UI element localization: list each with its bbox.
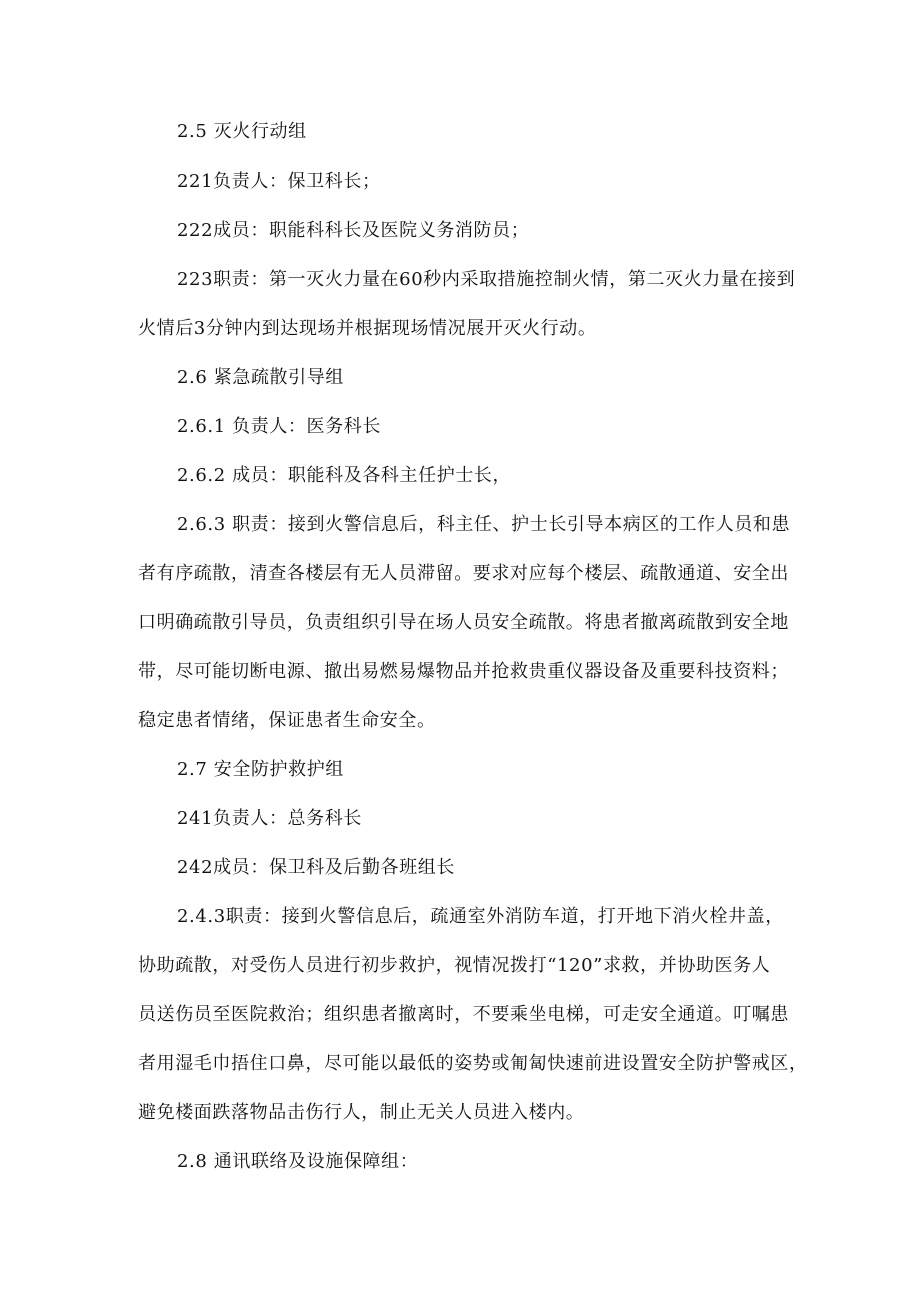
heading-2-5: 2.5 灭火行动组 bbox=[177, 121, 307, 142]
heading-2-7: 2.7 安全防护救护组 bbox=[177, 759, 344, 780]
heading-2-6: 2.6 紧急疏散引导组 bbox=[177, 367, 344, 388]
paragraph-line: 241负责人：总务科长 bbox=[177, 808, 362, 829]
paragraph-line: 242成员：保卫科及后勤各班组长 bbox=[177, 857, 455, 878]
paragraph-line: 带，尽可能切断电源、撤出易燃易爆物品并抢救贵重仪器设备及重要科技资料； bbox=[138, 661, 789, 682]
paragraph-line: 火情后3分钟内到达现场并根据现场情况展开灭火行动。 bbox=[138, 318, 597, 339]
paragraph-line: 避免楼面跌落物品击伤行人，制止无关人员进入楼内。 bbox=[138, 1102, 585, 1123]
paragraph-line: 2.6.3 职责：接到火警信息后，科主任、护士长引导本病区的工作人员和患 bbox=[177, 514, 791, 535]
paragraph-line: 员送伤员至医院救治；组织患者撤离时，不要乘坐电梯，可走安全通道。叮嘱患 bbox=[138, 1004, 789, 1025]
paragraph-line: 稳定患者情绪，保证患者生命安全。 bbox=[138, 710, 436, 731]
paragraph-line: 者有序疏散，清查各楼层有无人员滞留。要求对应每个楼层、疏散通道、安全出 bbox=[138, 563, 789, 584]
paragraph-line: 2.6.1 负责人：医务科长 bbox=[177, 416, 381, 437]
paragraph-line: 者用湿毛巾捂住口鼻，尽可能以最低的姿势或匍匐快速前进设置安全防护警戒区， bbox=[138, 1053, 808, 1074]
paragraph-line: 2.6.2 成员：职能科及各科主任护士长， bbox=[177, 465, 512, 486]
paragraph-line: 222成员：职能科科长及医院义务消防员； bbox=[177, 220, 530, 241]
paragraph-line: 223职责：第一灭火力量在60秒内采取措施控制火情，第二灭火力量在接到 bbox=[177, 269, 796, 290]
paragraph-line: 口明确疏散引导员，负责组织引导在场人员安全疏散。将患者撤离疏散到安全地 bbox=[138, 612, 789, 633]
heading-2-8: 2.8 通讯联络及设施保障组： bbox=[177, 1151, 419, 1172]
paragraph-line: 协助疏散，对受伤人员进行初步救护，视情况拨打“120”求救，并协助医务人 bbox=[138, 955, 771, 976]
paragraph-line: 2.4.3职责：接到火警信息后，疏通室外消防车道，打开地下消火栓井盖， bbox=[177, 906, 784, 927]
paragraph-line: 221负责人：保卫科长； bbox=[177, 171, 381, 192]
